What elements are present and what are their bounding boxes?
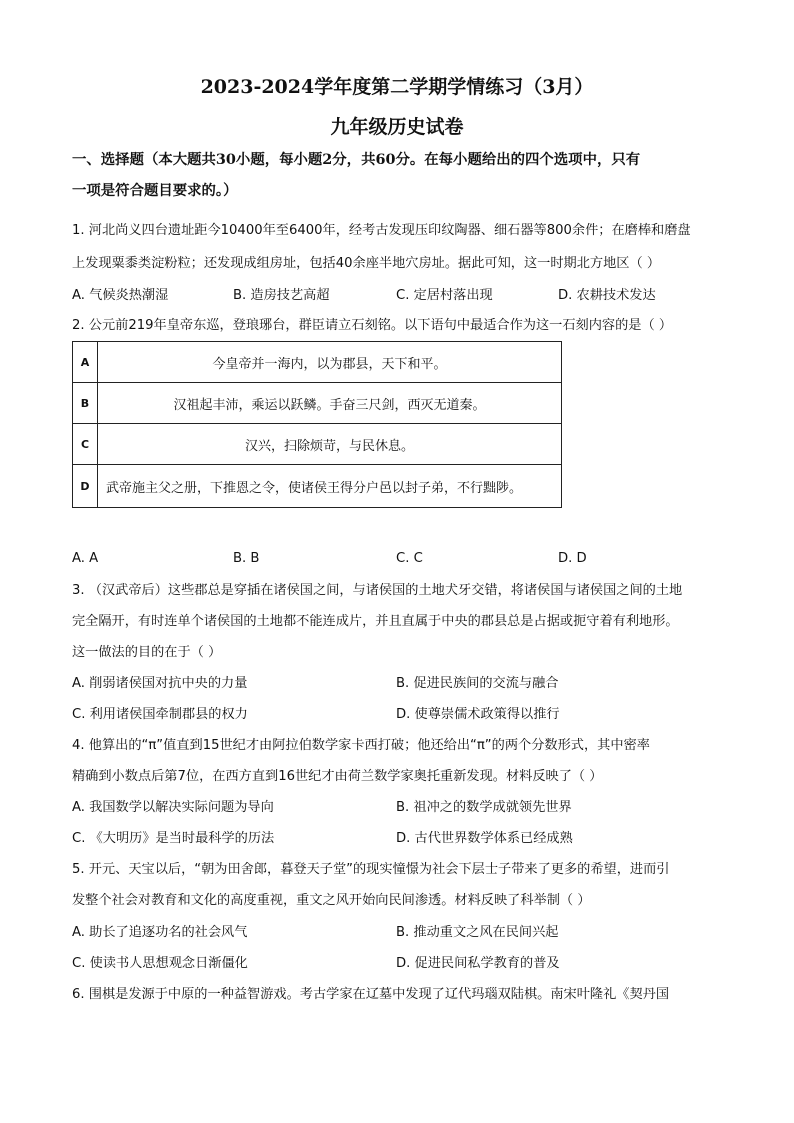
q2-table-row-c (73, 424, 562, 465)
q4-option-b: B. 祖冲之的数学成就领先世界 (396, 800, 572, 815)
q2-option-b: B. B (233, 551, 260, 566)
q2-table-row-b (73, 383, 562, 424)
q5-stem-line-2: 发整个社会对教育和文化的高度重视，重文之风开始向民间渗透。材料反映了科举制（ ） (72, 893, 591, 908)
q2-stem: 2. 公元前219年皇帝东巡，登琅琊台，群臣请立石刻铭。以下语句中最适合作为这一石刻内容的是（ ） (72, 318, 673, 333)
q3-option-b: B. 促进民族间的交流与融合 (396, 676, 559, 691)
q1-option-b: B. 造房技艺高超 (233, 288, 330, 303)
q2-table-text-c: 汉兴，扫除烦苛，与民休息。 (98, 424, 562, 465)
q2-table-text-d: 武帝施主父之册，下推恩之令，使诸侯王得分户邑以封子弟，不行黜陟。 (98, 465, 562, 508)
q2-table-text-a: 今皇帝并一海内，以为郡县，天下和平。 (98, 342, 562, 383)
section-heading-line-2: 一项是符合题目要求的。） (72, 182, 238, 199)
q2-choice-table (72, 341, 562, 508)
q5-option-b: B. 推动重文之风在民间兴起 (396, 925, 559, 940)
q2-table-row-a (73, 342, 562, 383)
q1-stem-line-2: 上发现粟黍类淀粉粒；还发现成组房址，包括40余座半地穴房址。据此可知，这一时期北方地区（ ） (72, 256, 661, 271)
q2-table-row-d (73, 465, 562, 508)
q4-option-c: C. 《大明历》是当时最科学的历法 (72, 831, 275, 846)
q3-option-a: A. 削弱诸侯国对抗中央的力量 (72, 676, 248, 691)
q4-stem-line-1: 4. 他算出的“π”值直到15世纪才由阿拉伯数学家卡西打破；他还给出“π”的两个分数形式，其中密率 (72, 738, 650, 753)
q5-option-a: A. 助长了追逐功名的社会风气 (72, 925, 248, 940)
q3-stem-line-1: 3. （汉武帝后）这些郡总是穿插在诸侯国之间，与诸侯国的土地犬牙交错，将诸侯国与诸侯国之间的土地 (72, 583, 683, 598)
q2-option-d: D. D (558, 551, 587, 566)
section-heading-line-1: 一、选择题（本大题共30小题，每小题2分，共60分。在每小题给出的四个选项中，只有 (72, 151, 641, 168)
q1-option-c: C. 定居村落出现 (396, 288, 493, 303)
q2-table-key-a: A (73, 342, 98, 383)
q4-stem-line-2: 精确到小数点后第7位，在西方直到16世纪才由荷兰数学家奥托重新发现。材料反映了（ ） (72, 769, 603, 784)
q2-table-key-c: C (73, 424, 98, 465)
q2-table-key-d: D (73, 465, 98, 508)
q2-option-a: A. A (72, 551, 99, 566)
q4-option-d: D. 古代世界数学体系已经成熟 (396, 831, 573, 846)
q5-option-c: C. 使读书人思想观念日渐僵化 (72, 956, 248, 971)
q3-option-c: C. 利用诸侯国牵制郡县的权力 (72, 707, 248, 722)
q3-option-d: D. 使尊崇儒术政策得以推行 (396, 707, 560, 722)
exam-subtitle: 九年级历史试卷 (330, 116, 464, 138)
q5-option-d: D. 促进民间私学教育的普及 (396, 956, 560, 971)
q2-table-key-b: B (73, 383, 98, 424)
q6-stem-line-1: 6. 围棋是发源于中原的一种益智游戏。考古学家在辽墓中发现了辽代玛瑙双陆棋。南宋叶隆礼《契丹国 (72, 987, 670, 1002)
q2-option-c: C. C (396, 551, 423, 566)
exam-title: 2023-2024学年度第二学期学情练习（3月） (200, 76, 594, 98)
q5-stem-line-1: 5. 开元、天宝以后，“朝为田舍郎，暮登天子堂”的现实憧憬为社会下层士子带来了更多的希望，进而引 (72, 862, 670, 877)
q3-stem-line-3: 这一做法的目的在于（ ） (72, 645, 222, 660)
q2-table-text-b: 汉祖起丰沛，乘运以跃鳞。手奋三尺剑，西灭无道秦。 (98, 383, 562, 424)
q3-stem-line-2: 完全隔开，有时连单个诸侯国的土地都不能连成片，并且直属于中央的郡县总是占据或扼守着有利地形。 (72, 614, 679, 629)
q1-option-a: A. 气候炎热潮湿 (72, 288, 169, 303)
q1-stem-line-1: 1. 河北尚义四台遗址距今10400年至6400年，经考古发现压印纹陶器、细石器等800余件；在磨棒和磨盘 (72, 223, 691, 238)
q1-option-d: D. 农耕技术发达 (558, 288, 656, 303)
q4-option-a: A. 我国数学以解决实际问题为导向 (72, 800, 274, 815)
